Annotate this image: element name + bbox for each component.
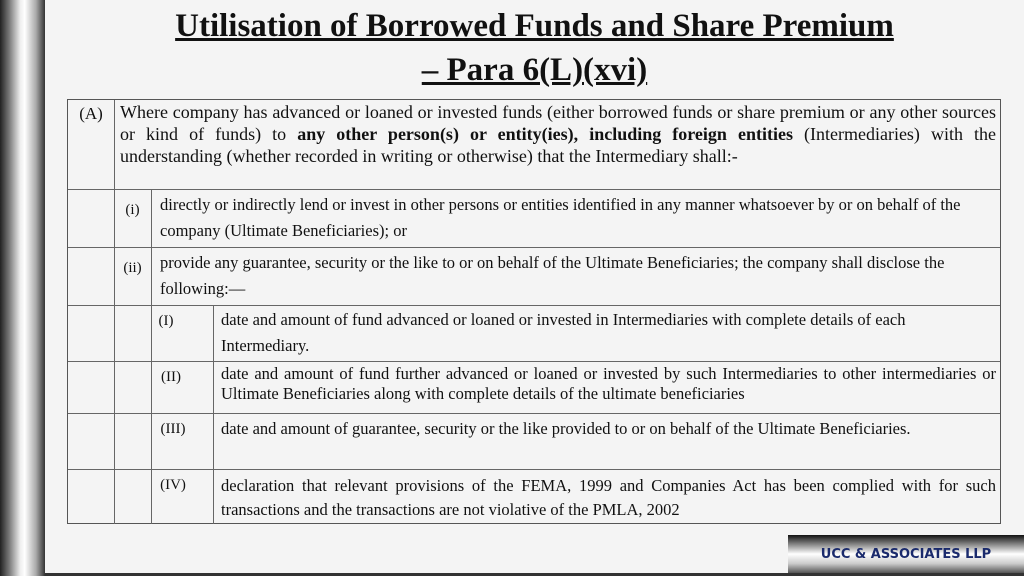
- row-a-label: (A): [79, 104, 103, 123]
- row-IV-label: (IV): [160, 477, 186, 493]
- row-I-text: date and amount of fund advanced or loaned or invested in Intermediaries with complete details of each Intermediary.: [221, 310, 906, 355]
- row-I-label: (I): [158, 313, 174, 329]
- row-a-text: Where company has advanced or loaned or invested funds (either borrowed funds or share premium or any other sources or kind of funds) to any other person(s) or entity(ies), including foreign entities (Intermediaries) with the understanding (whether recorded in writing or otherwise) that the Intermediary shall:-: [120, 102, 996, 166]
- row-II-label: (II): [161, 369, 181, 385]
- title-line-1: Utilisation of Borrowed Funds and Share Premium: [175, 8, 894, 44]
- row-IV-text: declaration that relevant provisions of the FEMA, 1999 and Companies Act has been complied with for such transactions and the transactions are not violative of the PMLA, 2002: [221, 476, 996, 519]
- left-decorative-bar: [0, 0, 45, 576]
- row-II-text: date and amount of fund further advanced or loaned or invested by such Intermediaries to other intermediaries or Ultimate Beneficiaries along with complete details of the ultimate beneficiaries: [221, 364, 996, 403]
- row-i-text: directly or indirectly lend or invest in other persons or entities identified in any manner whatsoever by or on behalf of the company (Ultimate Beneficiaries); or: [160, 195, 961, 240]
- row-i-label: (i): [125, 202, 140, 218]
- row-ii-text: provide any guarantee, security or the like to or on behalf of the Ultimate Beneficiaries; the company shall disclose the following:—: [160, 253, 945, 298]
- title-line-2: – Para 6(L)(xvi): [421, 52, 648, 88]
- row-III-label: (III): [160, 421, 186, 437]
- row-III-text: date and amount of guarantee, security or the like provided to or on behalf of the Ultimate Beneficiaries.: [221, 419, 911, 438]
- firm-logo: UCC & ASSOCIATES LLP: [788, 535, 1024, 573]
- page-title: [45, 4, 1024, 92]
- row-ii-label: (ii): [123, 260, 142, 276]
- provisions-table: [67, 99, 1001, 524]
